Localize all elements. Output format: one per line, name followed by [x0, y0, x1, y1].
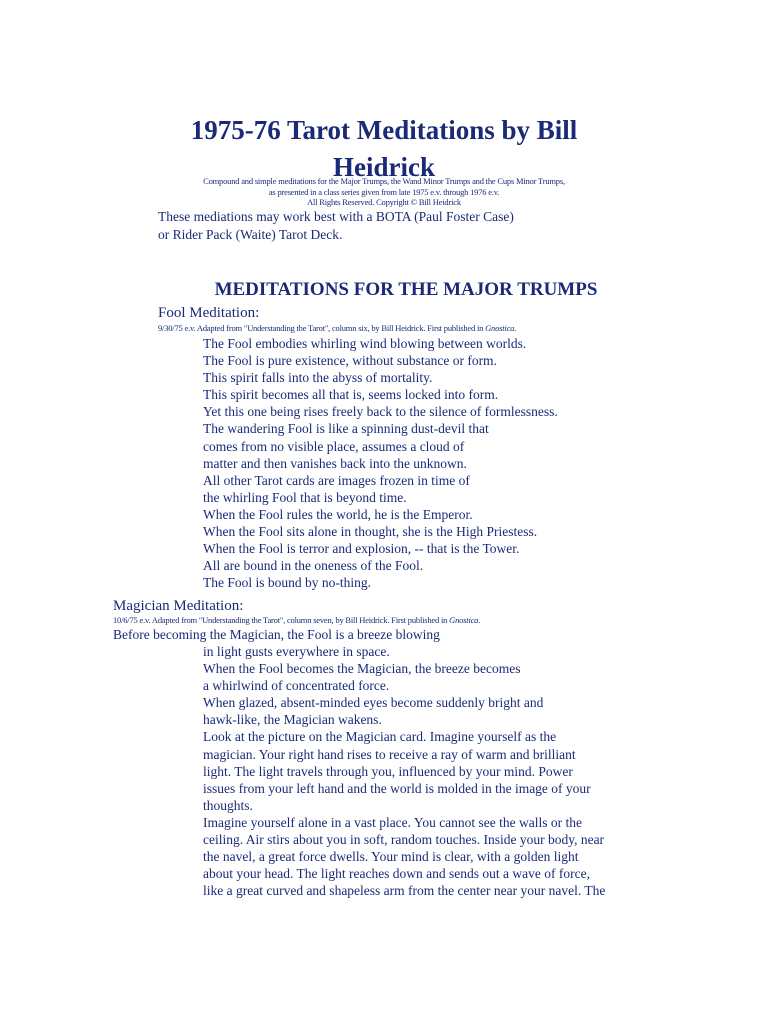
magician-note-text: 10/6/75 e.v. Adapted from "Understanding the Tarot", column seven, by Bill Heidrick. First published in [113, 615, 448, 625]
magician-meditation-heading: Magician Meditation: [113, 598, 244, 614]
fool-line: the whirling Fool that is beyond time. [203, 489, 407, 505]
intro-small-line: as presented in a class series given from late 1975 e.v. through 1976 e.v. [268, 186, 500, 197]
fool-note-text: 9/30/75 e.v. Adapted from "Understanding the Tarot", column six, by Bill Heidrick. First published in [158, 323, 484, 333]
fool-line: The Fool embodies whirling wind blowing between worlds. [203, 336, 527, 351]
fool-note-publication: Gnostica [485, 323, 515, 333]
fool-meditation-heading: Fool Meditation: [158, 305, 260, 321]
fool-note-end: . [514, 323, 517, 333]
magician-note-publication: Gnostica [449, 615, 479, 625]
fool-line: The wandering Fool is like a spinning dust-devil that [203, 421, 489, 437]
magician-line: thoughts. [203, 797, 253, 813]
intro-paragraph [158, 208, 718, 243]
fool-line: matter and then vanishes back into the unknown. [203, 455, 467, 471]
magician-line: hawk-like, the Magician wakens. [203, 712, 382, 728]
magician-note-end: . [478, 615, 481, 625]
fool-line: When the Fool is terror and explosion, -- that is the Tower. [203, 541, 520, 557]
title-line-1: 1975-76 Tarot Meditations by Bill [190, 115, 578, 146]
magician-line: a whirlwind of concentrated force. [203, 678, 390, 694]
fool-line: When the Fool rules the world, he is the Emperor. [203, 506, 473, 522]
intro-line: These mediations may work best with a BOTA (Paul Foster Case) [158, 209, 514, 224]
magician-line: about your head. The light reaches down and sends out a wave of force, [203, 866, 590, 882]
fool-line: All are bound in the oneness of the Fool. [203, 558, 424, 574]
fool-line: All other Tarot cards are images frozen in time of [203, 472, 470, 488]
title-line-2: Heidrick [333, 152, 435, 183]
intro-small-line: All Rights Reserved. Copyright © Bill Heidrick [307, 197, 461, 207]
magician-first-line: Before becoming the Magician, the Fool is a breeze blowing [113, 627, 440, 642]
fool-meditation-lines [203, 335, 558, 591]
intro-small-line: Compound and simple meditations for the Major Trumps, the Wand Minor Trumps and the Cups Minor Trumps, [203, 176, 565, 186]
section-heading: MEDITATIONS FOR THE MAJOR TRUMPS [214, 278, 598, 300]
magician-line: the navel, a great force dwells. Your mind is clear, with a golden light [203, 849, 579, 865]
magician-line: Look at the picture on the Magician card. Imagine yourself as the [203, 729, 557, 745]
magician-source-note [113, 615, 480, 625]
fool-line: The Fool is bound by no-thing. [203, 575, 371, 591]
intro-line: or Rider Pack (Waite) Tarot Deck. [158, 226, 343, 242]
fool-line: This spirit falls into the abyss of mortality. [203, 370, 433, 386]
magician-line: in light gusts everywhere in space. [203, 644, 390, 659]
fool-line: This spirit becomes all that is, seems locked into form. [203, 387, 499, 403]
magician-line: Imagine yourself alone in a vast place. You cannot see the walls or the [203, 814, 583, 830]
magician-line: magician. Your right hand rises to receive a ray of warm and brilliant [203, 746, 576, 762]
fool-line: comes from no visible place, assumes a cloud of [203, 438, 465, 454]
page-title [0, 112, 768, 186]
magician-line: like a great curved and shapeless arm from the center near your navel. The [203, 883, 606, 899]
magician-meditation-lines [203, 643, 605, 899]
magician-line: light. The light travels through you, influenced by your mind. Power [203, 763, 573, 779]
fool-source-note [158, 323, 516, 333]
magician-line: ceiling. Air stirs about you in soft, random touches. Inside your body, near [203, 832, 605, 848]
fool-line: The Fool is pure existence, without substance or form. [203, 353, 497, 369]
fool-line: Yet this one being rises freely back to the silence of formlessness. [203, 404, 558, 420]
magician-line: When glazed, absent-minded eyes become suddenly bright and [203, 695, 544, 711]
intro-copyright-note [0, 176, 768, 208]
magician-line: When the Fool becomes the Magician, the breeze becomes [203, 661, 521, 677]
magician-line: issues from your left hand and the world is molded in the image of your [203, 780, 591, 796]
fool-line: When the Fool sits alone in thought, she is the High Priestess. [203, 524, 538, 540]
